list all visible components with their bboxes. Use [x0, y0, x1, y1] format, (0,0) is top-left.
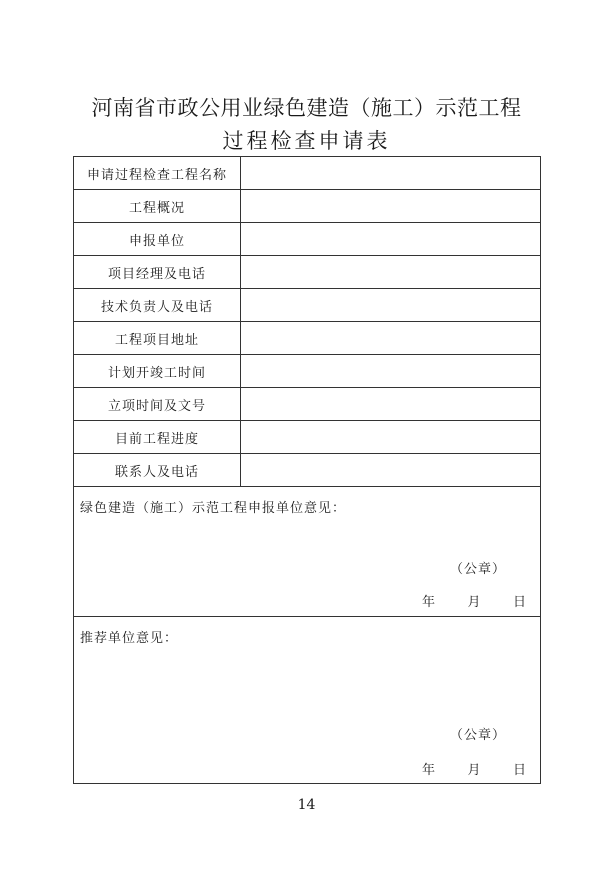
recommender-opinion-heading: 推荐单位意见：	[80, 631, 179, 646]
progress-field[interactable]	[241, 421, 540, 453]
applicant-unit-field[interactable]	[241, 223, 540, 255]
technical-lead-field[interactable]	[241, 289, 540, 321]
approval-row	[74, 388, 540, 421]
technical-lead-label: 技术负责人及电话	[74, 289, 241, 321]
form-title-line-1: 河南省市政公用业绿色建造（施工）示范工程	[91, 96, 522, 120]
approval-label: 立项时间及文号	[74, 388, 241, 420]
project-address-row	[74, 322, 540, 355]
form-title-line-2: 过程检查申请表	[222, 129, 391, 153]
progress-row	[74, 421, 540, 454]
applicant-unit-row	[74, 223, 540, 256]
applicant-seal-label: （公章）	[449, 562, 506, 577]
technical-lead-row	[74, 289, 540, 322]
recommender-date-day: 日	[512, 763, 526, 778]
project-address-field[interactable]	[241, 322, 540, 354]
applicant-date	[422, 591, 526, 610]
applicant-date-year: 年	[422, 595, 436, 610]
contact-label: 联系人及电话	[74, 454, 241, 486]
contact-row	[74, 454, 540, 487]
recommender-date-month: 月	[467, 763, 481, 778]
applicant-date-day: 日	[512, 595, 526, 610]
project-name-row	[74, 157, 540, 190]
applicant-opinion-heading: 绿色建造（施工）示范工程申报单位意见：	[80, 501, 347, 516]
recommender-opinion-section[interactable]	[74, 617, 540, 783]
project-manager-field[interactable]	[241, 256, 540, 288]
applicant-unit-label: 申报单位	[74, 223, 241, 255]
project-name-label: 申请过程检查工程名称	[74, 157, 241, 189]
progress-label: 目前工程进度	[74, 421, 241, 453]
project-name-field[interactable]	[241, 157, 540, 189]
recommender-date	[422, 759, 526, 778]
project-manager-row	[74, 256, 540, 289]
application-form-table	[73, 156, 541, 784]
project-overview-field[interactable]	[241, 190, 540, 222]
contact-field[interactable]	[241, 454, 540, 486]
project-overview-row	[74, 190, 540, 223]
project-manager-label: 项目经理及电话	[74, 256, 241, 288]
schedule-row	[74, 355, 540, 388]
schedule-field[interactable]	[241, 355, 540, 387]
page-number: 14	[297, 797, 316, 813]
approval-field[interactable]	[241, 388, 540, 420]
project-address-label: 工程项目地址	[74, 322, 241, 354]
applicant-opinion-section[interactable]	[74, 487, 540, 617]
applicant-date-month: 月	[467, 595, 481, 610]
schedule-label: 计划开竣工时间	[74, 355, 241, 387]
recommender-seal-label: （公章）	[449, 728, 506, 743]
project-overview-label: 工程概况	[74, 190, 241, 222]
recommender-date-year: 年	[422, 763, 436, 778]
